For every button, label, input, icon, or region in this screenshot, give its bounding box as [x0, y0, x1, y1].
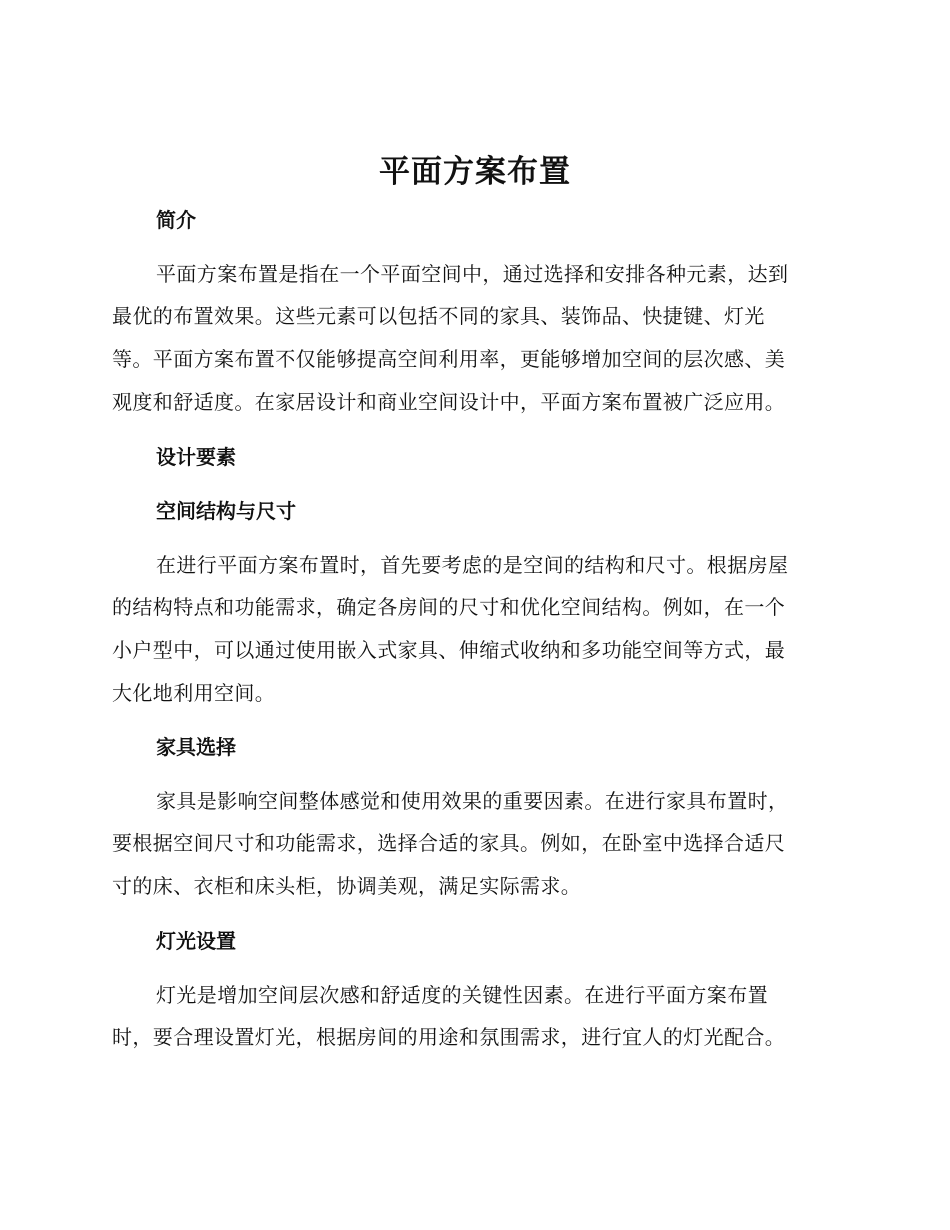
- paragraph-line: 大化地利用空间。: [112, 681, 276, 705]
- section-heading-lighting: 灯光设置: [156, 929, 236, 953]
- page-title: 平面方案布置: [379, 154, 571, 190]
- paragraph-line: 平面方案布置是指在一个平面空间中，通过选择和安排各种元素，达到: [156, 262, 789, 286]
- section-heading-furniture: 家具选择: [156, 735, 236, 759]
- paragraph-line: 要根据空间尺寸和功能需求，选择合适的家具。例如，在卧室中选择合适尺: [112, 831, 786, 855]
- paragraph-line: 最优的布置效果。这些元素可以包括不同的家具、装饰品、快捷键、灯光: [112, 304, 765, 328]
- paragraph-line: 时，要合理设置灯光，根据房间的用途和氛围需求，进行宜人的灯光配合。: [112, 1025, 786, 1049]
- paragraph-line: 观度和舒适度。在家居设计和商业空间设计中，平面方案布置被广泛应用。: [112, 390, 786, 414]
- paragraph-line: 的结构特点和功能需求，确定各房间的尺寸和优化空间结构。例如，在一个: [112, 595, 786, 619]
- section-heading-intro: 简介: [156, 208, 196, 232]
- section-heading-design: 设计要素: [156, 445, 236, 469]
- paragraph-line: 家具是影响空间整体感觉和使用效果的重要因素。在进行家具布置时，: [156, 789, 789, 813]
- paragraph-line: 等。平面方案布置不仅能够提高空间利用率，更能够增加空间的层次感、美: [112, 347, 786, 371]
- section-heading-space: 空间结构与尺寸: [156, 499, 296, 523]
- paragraph-line: 灯光是增加空间层次感和舒适度的关键性因素。在进行平面方案布置: [156, 983, 768, 1007]
- paragraph-line: 寸的床、衣柜和床头柜，协调美观，满足实际需求。: [112, 874, 582, 898]
- paragraph-line: 在进行平面方案布置时，首先要考虑的是空间的结构和尺寸。根据房屋: [156, 553, 789, 577]
- paragraph-line: 小户型中，可以通过使用嵌入式家具、伸缩式收纳和多功能空间等方式，最: [112, 638, 786, 662]
